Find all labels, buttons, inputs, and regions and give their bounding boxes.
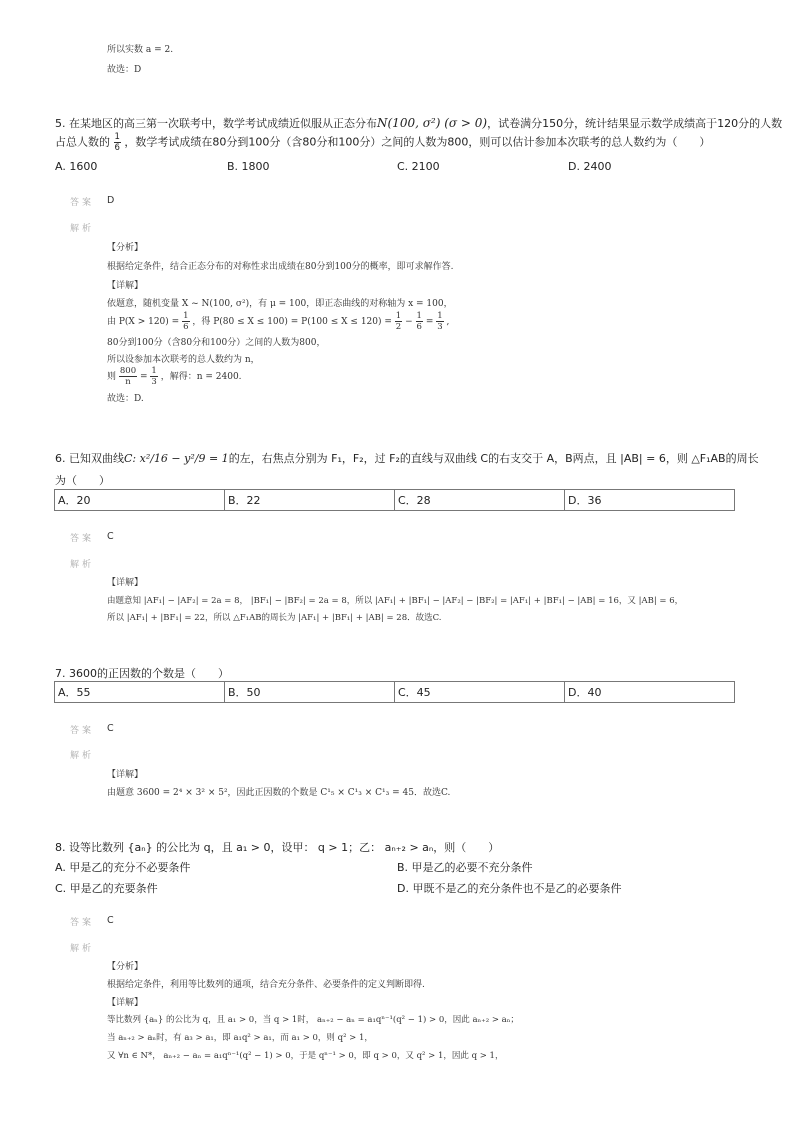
q6-detail-header: 【详解】 [107, 578, 144, 588]
q7-option-c[interactable]: C．45 [395, 682, 565, 702]
q6-option-c[interactable]: C．28 [395, 490, 565, 510]
q5-detail-header: 【详解】 [107, 281, 144, 291]
q5-detail-line6: 故选：D. [107, 394, 144, 404]
prev-solution-choice: 故选：D [107, 65, 142, 75]
q5-detail-line2: 由 P(X > 120) = $\frac{1}{6}$ ，得 P(80 ≤ X ≤ 100) = P(100 ≤ X ≤ 120) = $\frac{1}{2}$ − $\frac{1}{6}$ = $\frac{1}{3}$ , [107, 311, 450, 332]
q7-detail-header: 【详解】 [107, 770, 144, 780]
q5-option-d[interactable]: D. 2400 [568, 160, 612, 173]
q5-option-c[interactable]: C. 2100 [397, 160, 440, 173]
q5-detail-line1: 依题意，随机变量 X ~ N(100, σ²)，有 μ = 100，即正态曲线的对称轴为 x = 100， [107, 299, 453, 309]
q5-analysis-label: 解析 [70, 224, 95, 234]
q7-options-table [54, 681, 735, 703]
q6-answer: C [107, 531, 114, 542]
q8-detail-header: 【详解】 [107, 998, 144, 1008]
q5-stem-line1: 5. 在某地区的高三第一次联考中，数学考试成绩近似服从正态分布N(100, σ²) (σ > 0)，试卷满分150分，统计结果显示数学成绩高于120分的人数 [55, 116, 783, 130]
q7-stem: 7. 3600的正因数的个数是（ ） [55, 667, 229, 680]
q7-option-d[interactable]: D．40 [568, 686, 602, 699]
q5-detail-line4: 所以设参加本次联考的总人数约为 n， [107, 355, 260, 365]
q8-analysis-label: 解析 [70, 944, 95, 954]
q6-option-a[interactable]: A．20 [55, 490, 225, 510]
q8-detail-line1: 等比数列 {aₙ} 的公比为 q，且 a₁ > 0，当 q > 1时， aₙ₊₂ − aₙ = a₁qⁿ⁻¹(q² − 1) > 0，因此 aₙ₊₂ > aₙ； [107, 1015, 519, 1025]
q7-option-b[interactable]: B．50 [225, 682, 395, 702]
q8-detail-line2: 当 aₙ₊₂ > aₙ时，有 a₃ > a₁，即 a₁q² > a₁，而 a₁ > 0，则 q² > 1， [107, 1033, 373, 1043]
prev-solution-line: 所以实数 a = 2. [107, 45, 174, 55]
q6-detail-line2: 所以 |AF₁| + |BF₁| = 22，所以 △F₁AB的周长为 |AF₁| + |BF₁| + |AB| = 28．故选C. [107, 613, 442, 623]
q6-option-d[interactable]: D．36 [568, 494, 602, 507]
q5-answer-label: 答案 [70, 198, 95, 208]
q6-option-b[interactable]: B．22 [225, 490, 395, 510]
q7-analysis-label: 解析 [70, 751, 95, 761]
q8-option-a[interactable]: A. 甲是乙的充分不必要条件 [55, 861, 191, 874]
q8-answer: C [107, 915, 114, 926]
q6-options-table [54, 489, 735, 511]
q8-detail-line3: 又 ∀n ∈ N*， aₙ₊₂ − aₙ = a₁qⁿ⁻¹(q² − 1) > 0，于是 qⁿ⁻¹ > 0，即 q > 0，又 q² > 1，因此 q > 1， [107, 1051, 504, 1061]
q5-option-b[interactable]: B. 1800 [227, 160, 270, 173]
q5-stem-line2: 占总人数的 $\frac{1}{6}$ ，数学考试成绩在80分到100分（含80分和100分）之间的人数为800，则可以估计参加本次联考的总人数约为（ ） [55, 132, 711, 153]
q5-fenxi-header: 【分析】 [107, 243, 144, 253]
q7-answer-label: 答案 [70, 726, 95, 736]
q5-fraction: $\frac{1}{6}$ [114, 132, 120, 153]
q8-option-b[interactable]: B. 甲是乙的必要不充分条件 [397, 861, 533, 874]
q7-option-a[interactable]: A．55 [55, 682, 225, 702]
q6-analysis-label: 解析 [70, 560, 95, 570]
q6-answer-label: 答案 [70, 534, 95, 544]
q5-detail-line3: 80分到100分（含80分和100分）之间的人数为800， [107, 338, 326, 348]
q5-detail-line5: 则 $\frac{800}{n}$ = $\frac{1}{3}$ ，解得：n = 2400. [107, 366, 242, 387]
q6-stem-line2: 为（ ） [55, 474, 110, 487]
q5-answer: D [107, 195, 115, 206]
q5-option-a[interactable]: A. 1600 [55, 160, 98, 173]
q8-option-c[interactable]: C. 甲是乙的充要条件 [55, 882, 158, 895]
q8-fenxi-text: 根据给定条件，利用等比数列的通项，结合充分条件、必要条件的定义判断即得. [107, 980, 425, 990]
q8-answer-label: 答案 [70, 918, 95, 928]
q8-fenxi-header: 【分析】 [107, 962, 144, 972]
q6-stem-line1: 6. 已知双曲线C: x²/16 − y²/9 = 1的左，右焦点分别为 F₁，F₂，过 F₂的直线与双曲线 C的右支交于 A，B两点，且 |AB| = 6，则 △F₁AB的周长 [55, 452, 759, 465]
q8-stem: 8. 设等比数列 {aₙ} 的公比为 q，且 a₁ > 0，设甲： q > 1；乙： aₙ₊₂ > aₙ，则（ ） [55, 841, 500, 854]
q6-detail-line1: 由题意知 |AF₁| − |AF₂| = 2a = 8， |BF₁| − |BF₂| = 2a = 8，所以 |AF₁| + |BF₁| − |AF₂| − |BF₂| = |AF₁| + |BF₁| − |AB| = 16，又 |AB| = 6， [107, 596, 684, 606]
q7-answer: C [107, 723, 114, 734]
q8-option-d[interactable]: D. 甲既不是乙的充分条件也不是乙的必要条件 [397, 882, 622, 895]
q7-detail-line1: 由题意 3600 = 2⁴ × 3² × 5²，因此正因数的个数是 C¹₅ × C¹₃ × C¹₃ = 45．故选C. [107, 788, 451, 798]
q5-fenxi-text: 根据给定条件，结合正态分布的对称性求出成绩在80分到100分的概率，即可求解作答. [107, 262, 454, 272]
